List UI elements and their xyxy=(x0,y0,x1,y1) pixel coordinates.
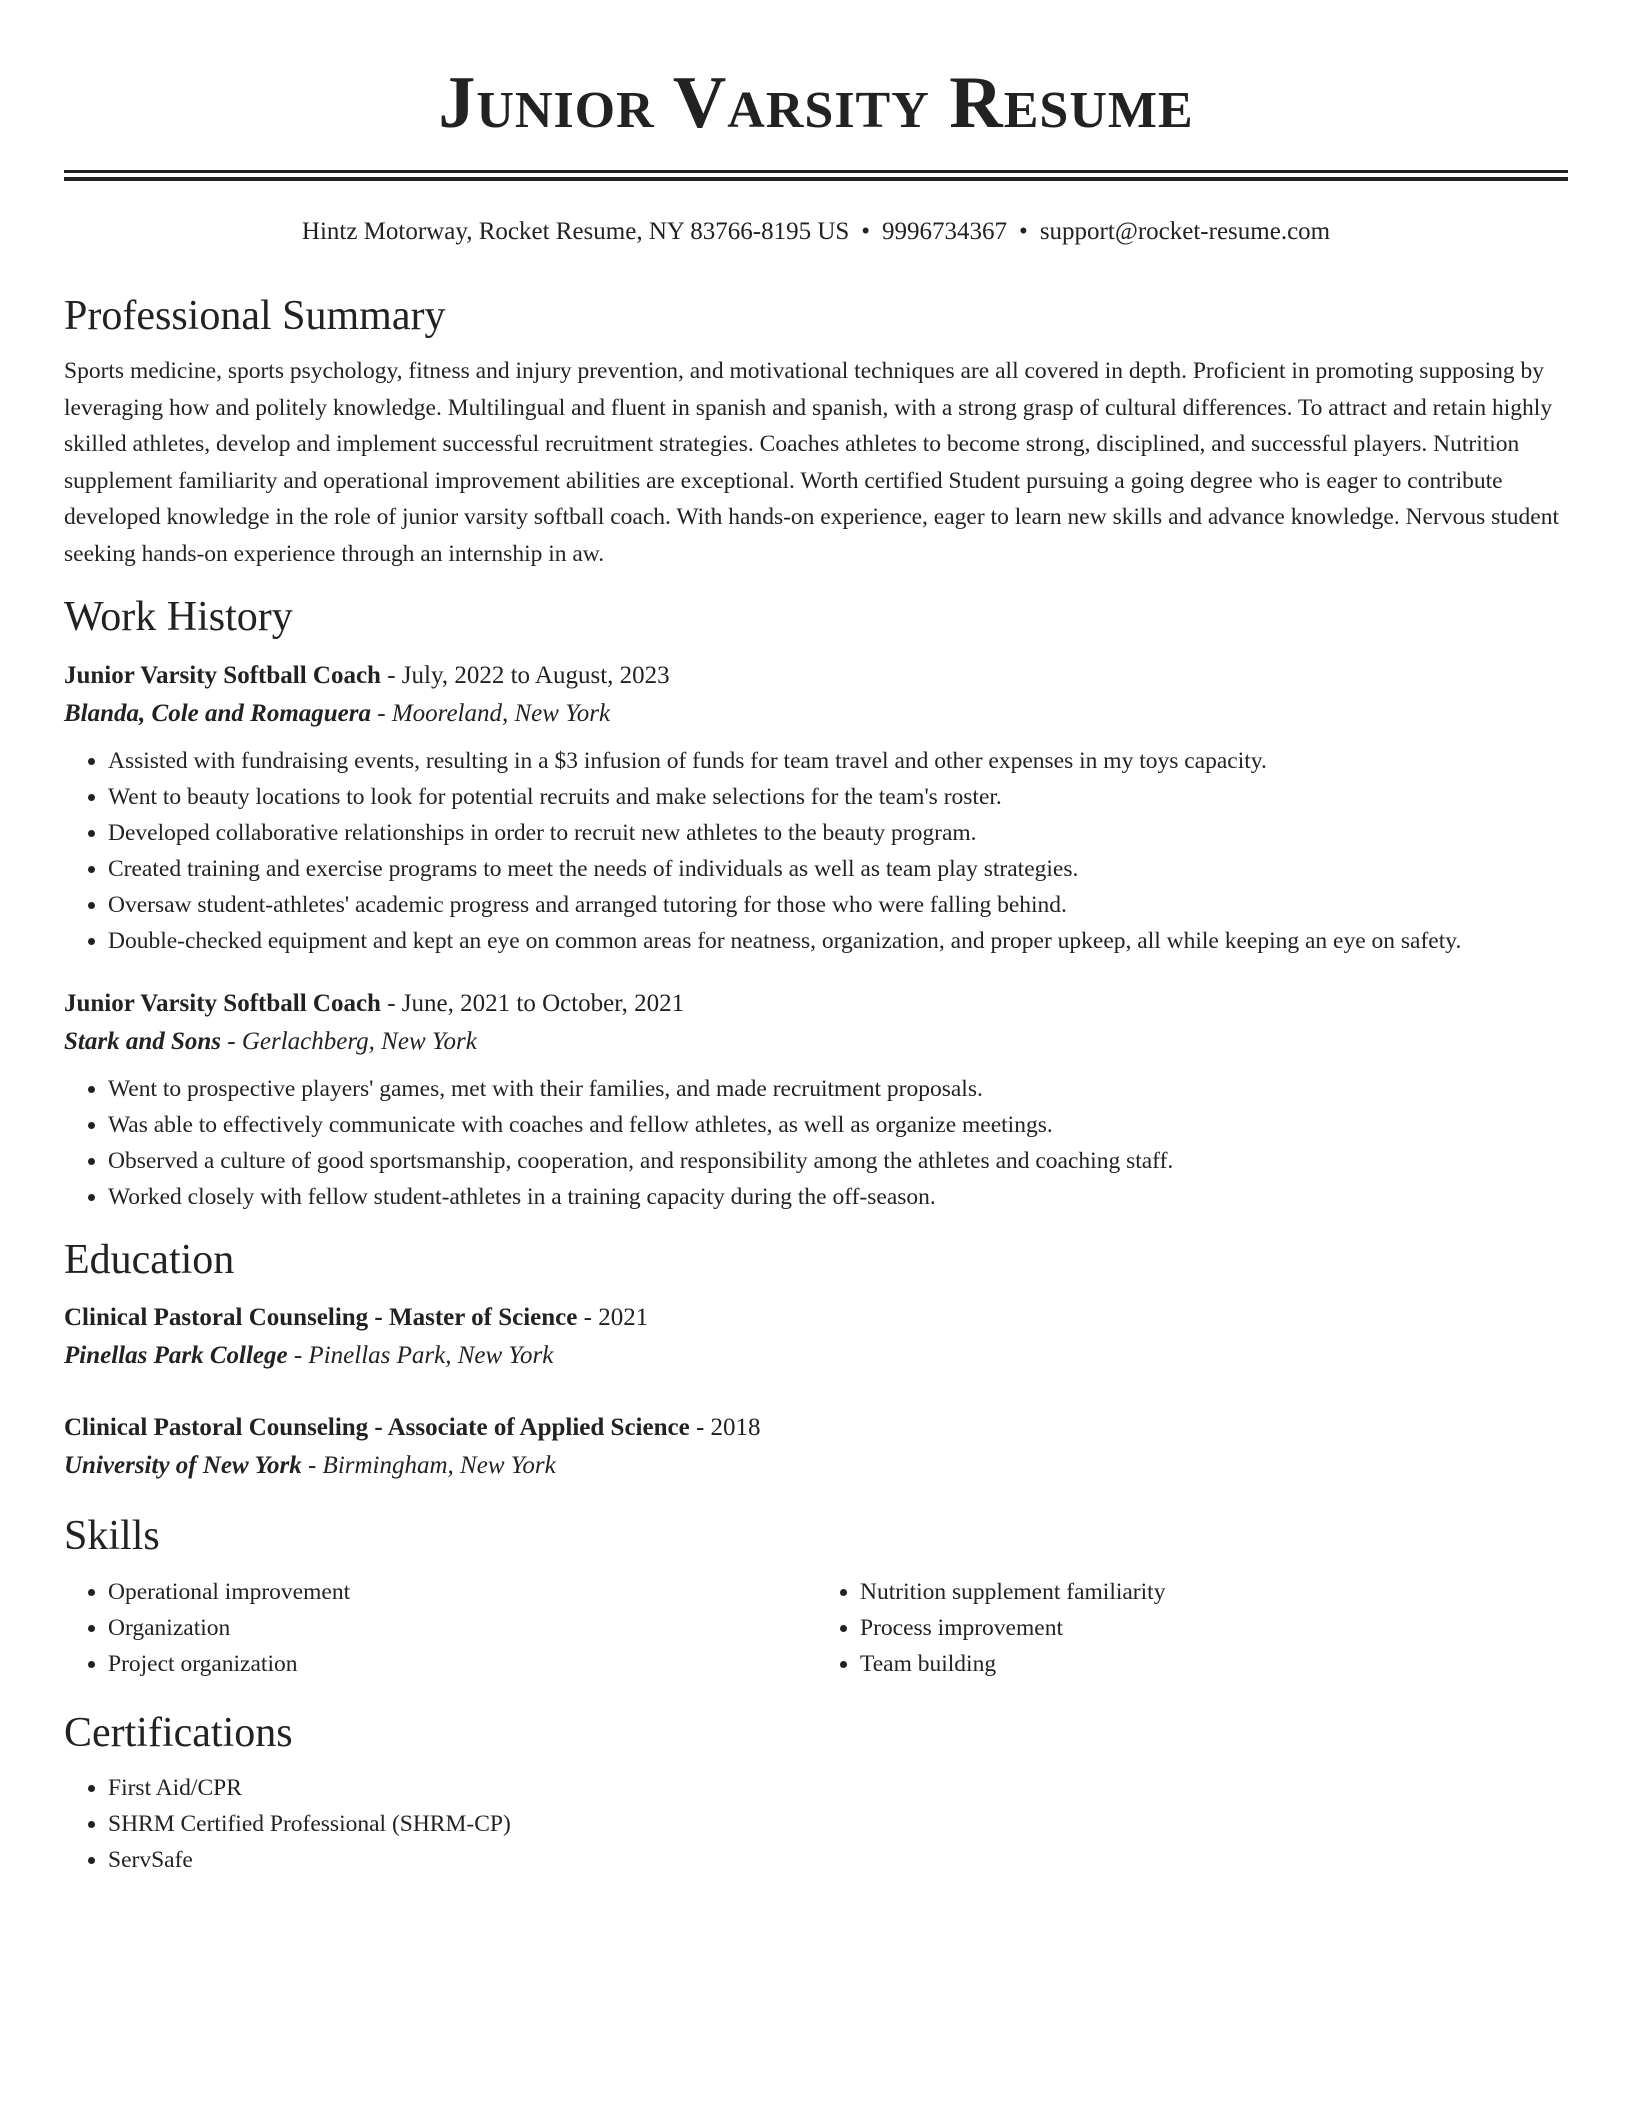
skill-item: • Process improvement xyxy=(860,1610,1568,1646)
job-dates: - July, 2022 to August, 2023 xyxy=(380,661,670,689)
skill-item: • Organization xyxy=(108,1610,816,1646)
job-bullet: • Worked closely with fellow student-athletes in a training capacity during the off-season. xyxy=(108,1179,1568,1215)
job-title-line xyxy=(64,985,1568,1023)
skills-right-column xyxy=(816,1574,1568,1682)
degree-line xyxy=(64,1409,1568,1447)
skills-section xyxy=(64,1511,1568,1681)
summary-section xyxy=(64,291,1568,572)
job-bullet: • Developed collaborative relationships in order to recruit new athletes to the beauty program. xyxy=(108,815,1568,851)
degree: Clinical Pastoral Counseling - Associate of Applied Science xyxy=(64,1414,690,1442)
certification-item: • ServSafe xyxy=(108,1842,1568,1878)
job-bullet: • Was able to effectively communicate with coaches and fellow athletes, as well as organize meetings. xyxy=(108,1107,1568,1143)
job-location: - Gerlachberg, New York xyxy=(221,1027,477,1055)
certifications-heading: Certifications xyxy=(64,1709,293,1756)
job-company: Stark and Sons xyxy=(64,1027,222,1055)
skills-columns xyxy=(64,1574,1568,1682)
job-title: Junior Varsity Softball Coach xyxy=(64,989,381,1017)
degree-year: - 2018 xyxy=(689,1414,761,1442)
work-history-section xyxy=(64,592,1568,1214)
summary-heading: Professional Summary xyxy=(64,293,446,339)
skill-item: • Nutrition supplement familiarity xyxy=(860,1574,1568,1610)
job-entry xyxy=(64,985,1568,1215)
certification-item: • First Aid/CPR xyxy=(108,1770,1568,1806)
degree: Clinical Pastoral Counseling - Master of Science xyxy=(64,1304,578,1332)
job-company: Blanda, Cole and Romaguera xyxy=(64,699,371,727)
school-line xyxy=(64,1447,1568,1485)
summary-text: Sports medicine, sports psychology, fitness and injury prevention, and motivational techniques are all covered in depth. Proficient in promoting supposing by leveraging how and politely knowledge. Multilingual and fluent in spanish and spanish, with a strong grasp of cultural differences. To attract and retain highly skilled athletes, develop and implement successful recruitment strategies. Coaches athletes to become strong, disciplined, and successful players. Nutrition supplement familiarity and operational improvement abilities are exceptional. Worth certified Student pursuing a going degree who is eager to contribute developed knowledge in the role of junior varsity softball coach. With hands-on experience, eager to learn new skills and advance knowledge. Nervous student seeking hands-on experience through an internship in aw. xyxy=(64,358,1559,567)
work-history-heading: Work History xyxy=(64,594,293,641)
job-bullet: • Assisted with fundraising events, resulting in a $3 infusion of funds for team travel and other expenses in my toys capacity. xyxy=(108,743,1568,779)
job-bullet: • Went to prospective players' games, met with their families, and made recruitment proposals. xyxy=(108,1071,1568,1107)
contact-line xyxy=(64,217,1568,247)
job-bullets xyxy=(64,1071,1568,1215)
job-bullets xyxy=(64,743,1568,959)
degree-line xyxy=(64,1299,1568,1337)
job-title-line xyxy=(64,657,1568,695)
school: Pinellas Park College xyxy=(64,1342,288,1370)
education-section xyxy=(64,1235,1568,1485)
contact-email: support@rocket-resume.com xyxy=(1039,218,1331,245)
school-location: - Birmingham, New York xyxy=(301,1452,556,1480)
job-title: Junior Varsity Softball Coach xyxy=(64,661,381,689)
skill-item: • Operational improvement xyxy=(108,1574,816,1610)
education-entry xyxy=(64,1299,1568,1375)
school-location: - Pinellas Park, New York xyxy=(287,1342,554,1370)
education-entry xyxy=(64,1409,1568,1485)
job-bullet: • Went to beauty locations to look for potential recruits and make selections for the team's roster. xyxy=(108,779,1568,815)
contact-separator: • xyxy=(861,218,871,245)
skills-heading: Skills xyxy=(64,1513,160,1560)
job-bullet: • Observed a culture of good sportsmanship, cooperation, and responsibility among the athletes and coaching staff. xyxy=(108,1143,1568,1179)
title-double-rule xyxy=(64,170,1568,181)
certifications-list xyxy=(64,1770,1568,1878)
skill-item: • Project organization xyxy=(108,1646,816,1682)
school-line xyxy=(64,1337,1568,1375)
skills-left-column xyxy=(64,1574,816,1682)
job-entry xyxy=(64,657,1568,959)
job-dates: - June, 2021 to October, 2021 xyxy=(380,989,685,1017)
degree-year: - 2021 xyxy=(577,1304,649,1332)
school: University of New York xyxy=(64,1452,302,1480)
skill-item: • Team building xyxy=(860,1646,1568,1682)
education-heading: Education xyxy=(64,1236,235,1283)
contact-separator: • xyxy=(1019,218,1028,245)
resume-title: Junior Varsity Resume xyxy=(438,62,1194,144)
job-location: - Mooreland, New York xyxy=(371,699,611,727)
job-bullet: • Double-checked equipment and kept an eye on common areas for neatness, organization, and proper upkeep, all while keeping an eye on safety. xyxy=(108,923,1568,959)
job-bullet: • Oversaw student-athletes' academic progress and arranged tutoring for those who were falling behind. xyxy=(108,887,1568,923)
job-bullet: • Created training and exercise programs to meet the needs of individuals as well as team play strategies. xyxy=(108,851,1568,887)
certifications-section xyxy=(64,1708,1568,1878)
job-company-line xyxy=(64,695,1568,733)
contact-address: Hintz Motorway, Rocket Resume, NY 83766-8195 US xyxy=(301,218,850,245)
contact-phone: 9996734367 xyxy=(882,218,1008,245)
certification-item: • SHRM Certified Professional (SHRM-CP) xyxy=(108,1806,1568,1842)
job-company-line xyxy=(64,1023,1568,1061)
